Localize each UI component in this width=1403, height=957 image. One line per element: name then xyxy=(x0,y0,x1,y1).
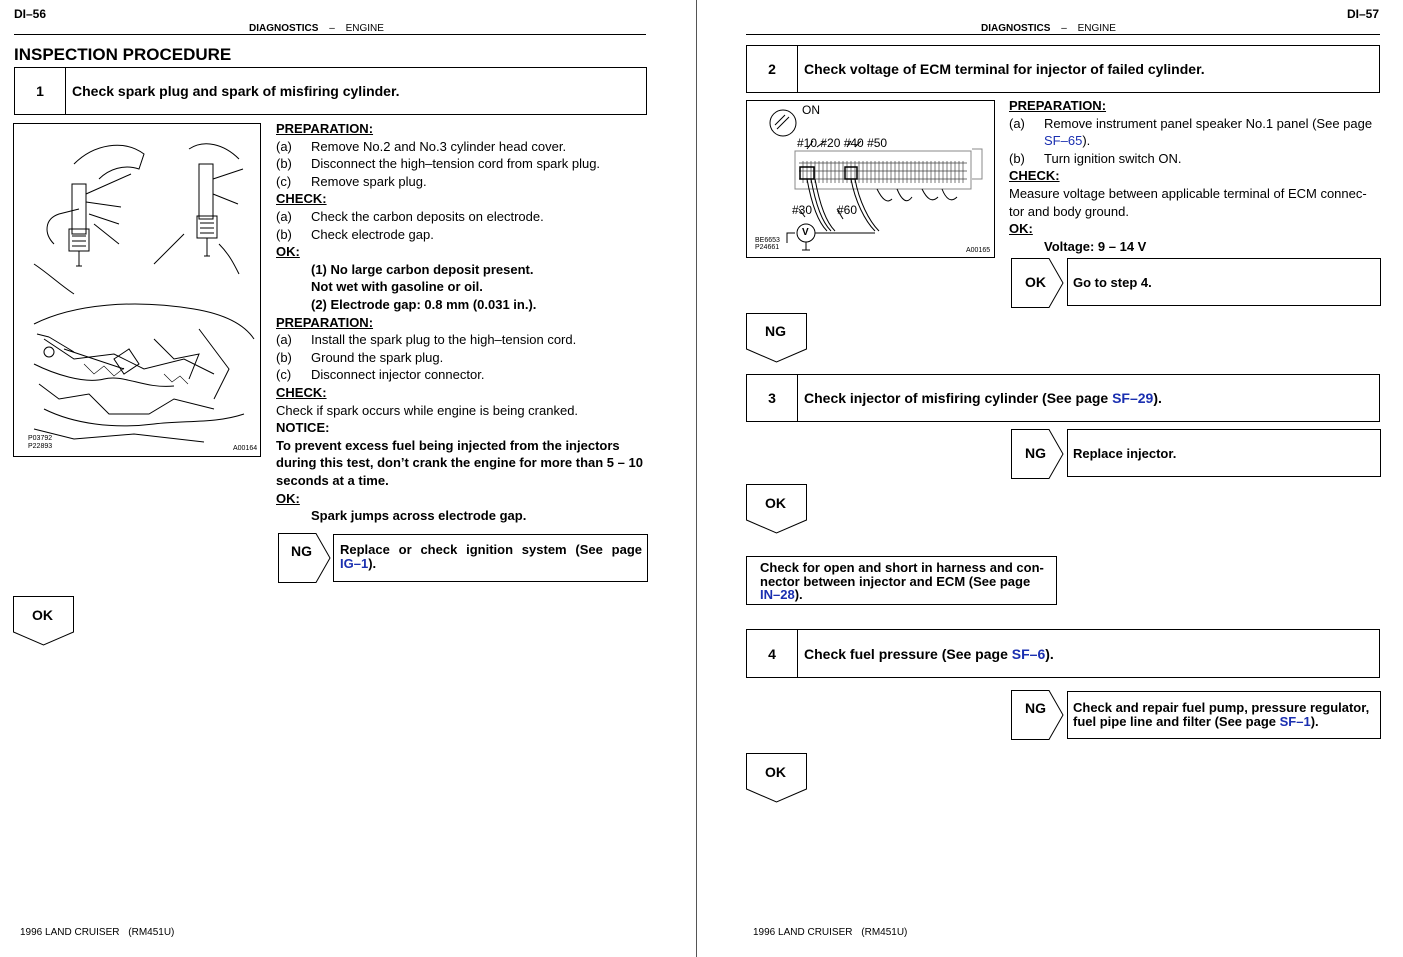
footer-code: (RM451U) xyxy=(128,927,175,938)
terminal-label-30: #30 xyxy=(792,203,813,217)
ok-criterion: (2) Electrode gap: 0.8 mm (0.031 in.). xyxy=(311,297,537,312)
check-label: CHECK: xyxy=(276,191,327,207)
prep-link[interactable]: SF–65 xyxy=(1044,133,1083,149)
check-text: Check if spark occurs while engine is being cranked. xyxy=(276,402,579,418)
section-title: DIAGNOSTICS xyxy=(981,23,1051,34)
notice-label: NOTICE: xyxy=(276,420,330,436)
footer-model: 1996 LAND CRUISER xyxy=(20,927,120,938)
harness-link[interactable]: IN–28 xyxy=(760,587,795,602)
page-number: DI–57 xyxy=(1347,7,1380,21)
step-1-instructions: PREPARATION: (a) Remove No.2 and No.3 cylinder head cover. (b) Disconnect the high–tension cord from spark plug. (c) Remove spark plug. CHECK: (a) Check the carbon deposits on electrode. (b) Check electrode gap. OK: (1) No large carbon deposit present. Not wet with gasoline or oil. (2) Electrode gap: 0.8 mm (0.031 in.). PREPARATION: (a) Install the spark plug to the high–tension cord. (b) Ground the spark plug. (c) Disconnect injector connector. CHECK: Check if spark occurs while engine is being cranked. NOTICE: To prevent excess fuel being injected from the injectors during this test, don’t crank the engine for more than 5 – 10 seconds at a time. OK: Spark jumps across electrode gap. xyxy=(276,121,643,524)
ng-action-link[interactable]: SF–1 xyxy=(1279,714,1311,729)
ng-label: NG xyxy=(765,323,786,339)
ng-action-box: Check and repair fuel pump, pressure regulator, fuel pipe line and filter (See page SF–1). xyxy=(1067,691,1381,739)
step-number: 2 xyxy=(747,46,798,92)
ng-result-tag xyxy=(278,533,332,583)
ok-action-text: Go to step 4. xyxy=(1073,274,1152,290)
prep-item-cont: SF–65). xyxy=(1044,133,1091,149)
section-dash: – xyxy=(329,23,335,34)
step-2-box xyxy=(746,45,1380,93)
ecm-connector-drawing xyxy=(747,101,994,257)
notice-text: To prevent excess fuel being injected from the injectors xyxy=(276,437,620,453)
ok-result-tag xyxy=(13,596,75,646)
step-link[interactable]: SF–29 xyxy=(1112,390,1154,406)
figure-code-1: P03792 xyxy=(28,435,53,442)
subsection-title: ENGINE xyxy=(1077,23,1116,34)
section-header xyxy=(249,23,384,34)
page-footer xyxy=(753,927,907,938)
ng-action-box: Replace or check ignition system (See page IG–1). xyxy=(333,534,648,582)
preparation-label: PREPARATION: xyxy=(276,314,374,330)
harness-text: nector between injector and ECM (See page xyxy=(760,573,1031,589)
step-1-box xyxy=(14,67,647,115)
ok-result-tag xyxy=(1011,258,1065,308)
page-number: DI–56 xyxy=(14,7,47,21)
ecm-connector-illustration xyxy=(746,100,995,258)
figure-code-3: A00164 xyxy=(233,445,258,452)
footer-model: 1996 LAND CRUISER xyxy=(753,927,853,938)
ok-label: OK: xyxy=(276,490,300,506)
header-rule xyxy=(14,34,646,35)
page-divider xyxy=(696,0,697,957)
page-footer xyxy=(20,927,174,938)
ok-action-box xyxy=(1067,258,1381,306)
step-link[interactable]: SF–6 xyxy=(1011,645,1046,662)
notice-text: during this test, don’t crank the engine for more than 5 – 10 xyxy=(276,455,643,471)
ok-criterion: (1) No large carbon deposit present. xyxy=(311,261,534,277)
step-title: Check fuel pressure (See page SF–6 ). xyxy=(804,645,1054,662)
check-label: CHECK: xyxy=(1009,168,1060,184)
ok-criterion: Voltage: 9 – 14 V xyxy=(1044,238,1147,254)
ok-label: OK xyxy=(765,495,786,511)
subsection-title: ENGINE xyxy=(345,23,384,34)
figure-code-3: A00165 xyxy=(966,247,991,254)
section-header xyxy=(981,23,1116,34)
ng-action-text: Replace injector. xyxy=(1073,445,1177,461)
ng-result-tag xyxy=(1011,690,1065,740)
switch-on-label: ON xyxy=(802,103,820,117)
figure-code-1: BE6653 xyxy=(755,237,780,244)
ok-label: OK: xyxy=(1009,221,1033,237)
check-text: tor and body ground. xyxy=(1009,203,1129,219)
figure-code-2: P22893 xyxy=(28,443,53,450)
notice-text: seconds at a time. xyxy=(276,473,389,488)
step-title: Check spark plug and spark of misfiring cylinder. xyxy=(72,83,400,99)
step-number: 1 xyxy=(15,68,66,114)
harness-check-box: Check for open and short in harness and con- nector between injector and ECM (See page IN–28). xyxy=(746,556,1057,605)
harness-text: Check for open and short in harness and con- xyxy=(760,560,1044,575)
preparation-label: PREPARATION: xyxy=(276,121,374,136)
ok-label: OK xyxy=(32,607,53,623)
step-number: 4 xyxy=(747,630,798,677)
ng-action-text: Check and repair fuel pump, pressure regulator, xyxy=(1073,700,1370,715)
section-dash: – xyxy=(1061,23,1067,34)
ng-label: NG xyxy=(1025,445,1046,461)
ok-result-tag xyxy=(746,484,808,534)
header-rule xyxy=(746,34,1380,35)
spark-plug-illustration xyxy=(13,123,261,457)
step-title: Check injector of misfiring cylinder (See page SF–29 ). xyxy=(804,390,1162,406)
step-number: 3 xyxy=(747,375,798,421)
terminal-label-60: #60 xyxy=(837,203,858,217)
check-text: Measure voltage between applicable terminal of ECM connec- xyxy=(1009,186,1367,201)
ng-action-link[interactable]: IG–1 xyxy=(340,556,369,571)
step-3-box xyxy=(746,374,1380,422)
check-label: CHECK: xyxy=(276,385,327,400)
ok-label: OK: xyxy=(276,244,300,260)
step-2-instructions: PREPARATION: (a) Remove instrument panel speaker No.1 panel (See page SF–65). (b) Turn ignition switch ON. CHECK: Measure voltage between applicable terminal of ECM connec- tor and body ground. OK: Voltage: 9 – 14 V xyxy=(1009,98,1373,254)
ng-action-text: Replace or check ignition system (See page xyxy=(340,542,642,557)
preparation-label: PREPARATION: xyxy=(1009,98,1107,113)
ok-label: OK xyxy=(1025,274,1046,290)
terminal-labels-top: #10 #20 #40 #50 xyxy=(797,136,888,150)
voltmeter-label: V xyxy=(802,227,809,238)
ng-result-tag xyxy=(1011,429,1065,479)
ng-result-tag xyxy=(746,313,808,363)
step-4-box xyxy=(746,629,1380,678)
ng-label: NG xyxy=(1025,700,1046,716)
ng-action-box xyxy=(1067,429,1381,477)
step-title: Check voltage of ECM terminal for injector of failed cylinder. xyxy=(804,61,1205,77)
ng-label: NG xyxy=(291,543,312,559)
footer-code: (RM451U) xyxy=(861,927,908,938)
ok-criterion: Not wet with gasoline or oil. xyxy=(311,279,483,295)
ok-label: OK xyxy=(765,764,786,780)
section-title: DIAGNOSTICS xyxy=(249,23,319,34)
page-heading: INSPECTION PROCEDURE xyxy=(14,45,232,64)
spark-plug-drawing xyxy=(14,124,260,456)
ok-criterion: Spark jumps across electrode gap. xyxy=(311,508,527,524)
figure-code-2: P24661 xyxy=(755,244,780,251)
ok-result-tag xyxy=(746,753,808,803)
